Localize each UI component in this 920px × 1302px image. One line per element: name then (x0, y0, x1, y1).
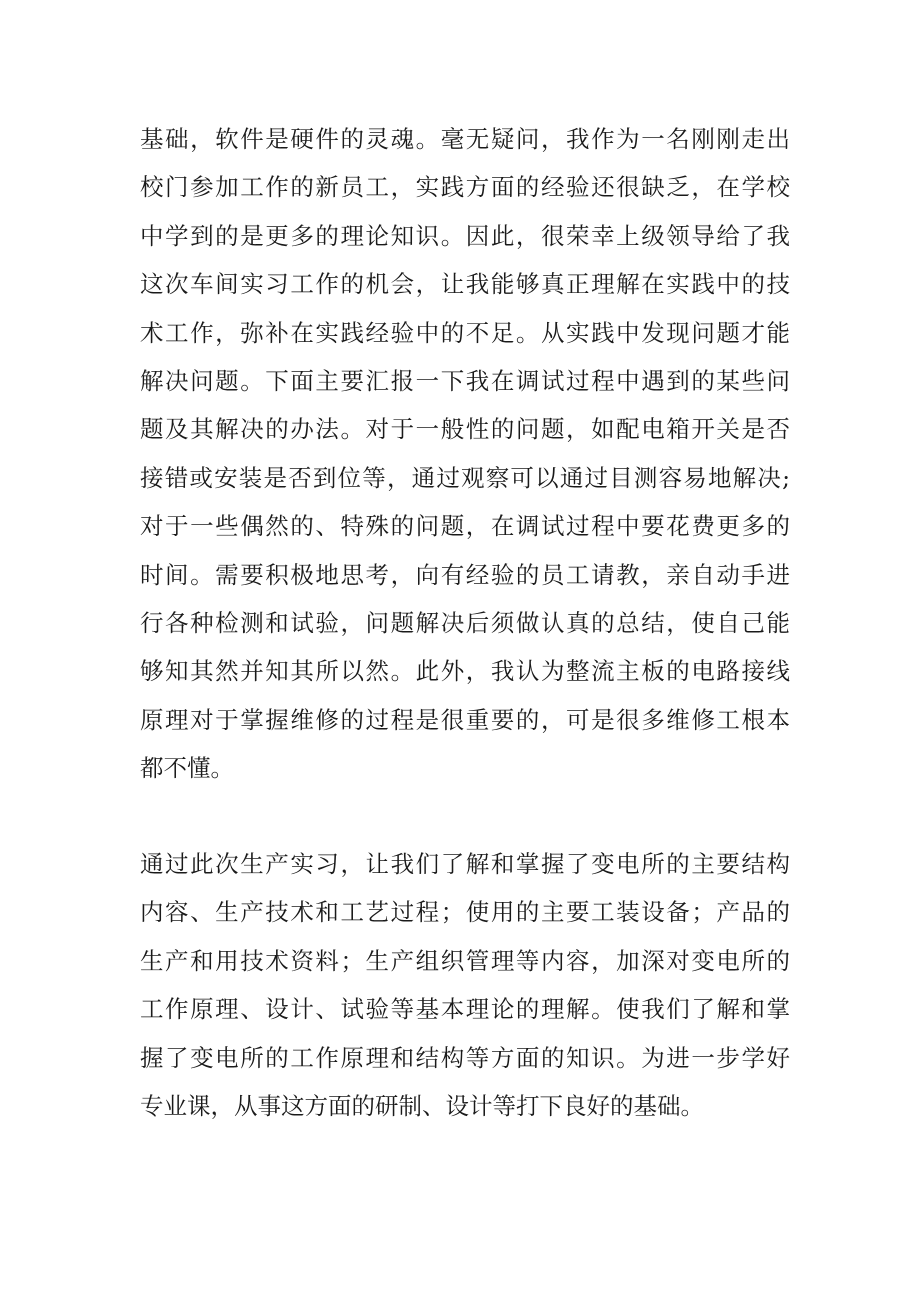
text-line: 原理对于掌握维修的过程是很重要的，可是很多维修工根本 (140, 705, 790, 734)
text-line: 都不懂。 (140, 754, 234, 783)
text-line: 校门参加工作的新员工，实践方面的经验还很缺乏，在学校 (140, 173, 790, 202)
text-line: 解决问题。下面主要汇报一下我在调试过程中遇到的某些问 (140, 366, 790, 395)
text-line: 专业课，从事这方面的研制、设计等打下良好的基础。 (140, 1091, 704, 1120)
paragraph-1 (140, 115, 790, 792)
text-line: 握了变电所的工作原理和结构等方面的知识。为进一步学好 (140, 1043, 790, 1072)
text-line: 生产和用技术资料；生产组织管理等内容，加深对变电所的 (140, 946, 790, 975)
text-line: 这次车间实习工作的机会，让我能够真正理解在实践中的技 (140, 270, 790, 299)
text-line: 时间。需要积极地思考，向有经验的员工请教，亲自动手进 (140, 560, 790, 589)
text-line: 接错或安装是否到位等，通过观察可以通过目测容易地解决; (140, 463, 790, 492)
text-line: 内容、生产技术和工艺过程；使用的主要工装设备；产品的 (140, 898, 790, 927)
text-line: 中学到的是更多的理论知识。因此，很荣幸上级领导给了我 (140, 221, 790, 250)
text-line: 题及其解决的办法。对于一般性的问题，如配电箱开关是否 (140, 415, 790, 444)
text-line: 工作原理、设计、试验等基本理论的理解。使我们了解和掌 (140, 995, 790, 1024)
text-line: 基础，软件是硬件的灵魂。毫无疑问，我作为一名刚刚走出 (140, 125, 790, 153)
text-line: 够知其然并知其所以然。此外，我认为整流主板的电路接线 (140, 657, 790, 686)
text-line: 术工作，弥补在实践经验中的不足。从实践中发现问题才能 (140, 318, 790, 347)
paragraph-2 (140, 840, 790, 1130)
text-line: 通过此次生产实习，让我们了解和掌握了变电所的主要结构 (140, 850, 790, 878)
text-line: 对于一些偶然的、特殊的问题，在调试过程中要花费更多的 (140, 512, 790, 541)
text-line: 行各种检测和试验，问题解决后须做认真的总结，使自己能 (140, 608, 790, 637)
